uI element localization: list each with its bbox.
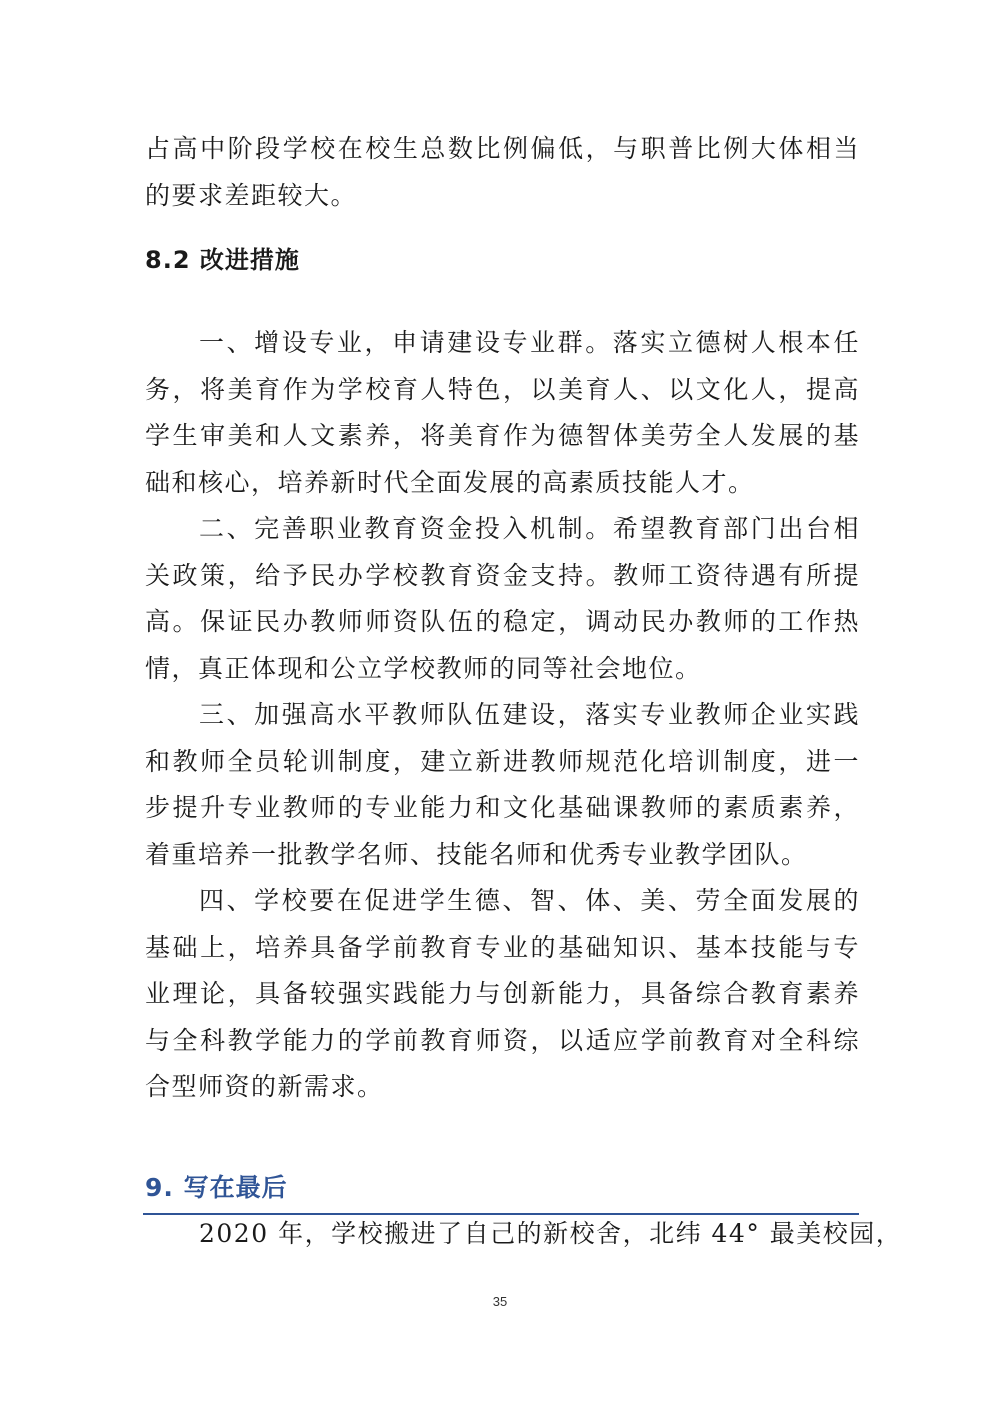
measure-paragraph-2: 二、完善职业教育资金投入机制。希望教育部门出台相关政策，给予民办学校教育资金支持。教师工资待遇有所提高。保证民办教师师资队伍的稳定，调动民办教师的工作热情，真正体现和公立学校教师的同等社会地位。 bbox=[145, 514, 860, 683]
intro-paragraph: 占高中阶段学校在校生总数比例偏低，与职普比例大体相当的要求差距较大。 bbox=[145, 134, 860, 210]
page-number: 35 bbox=[492, 1294, 508, 1309]
measure-paragraph-4: 四、学校要在促进学生德、智、体、美、劳全面发展的基础上，培养具备学前教育专业的基础知识、基本技能与专业理论，具备较强实践能力与创新能力，具备综合教育素养与全科教学能力的学前教育师资，以适应学前教育对全科综合型师资的新需求。 bbox=[145, 886, 860, 1102]
measure-paragraph-3: 三、加强高水平教师队伍建设，落实专业教师企业实践和教师全员轮训制度，建立新进教师规范化培训制度，进一步提升专业教师的专业能力和文化基础课教师的素质素养，着重培养一批教学名师、技能名师和优秀专业教学团队。 bbox=[145, 700, 860, 869]
section-9-heading: 9. 写在最后 bbox=[145, 1173, 288, 1202]
section-8-2-heading: 8.2 改进措施 bbox=[145, 246, 300, 274]
closing-paragraph: 2020 年，学校搬进了自己的新校舍，北纬 44° 最美校园， bbox=[199, 1219, 903, 1248]
measure-paragraph-1: 一、增设专业，申请建设专业群。落实立德树人根本任务，将美育作为学校育人特色，以美育人、以文化人，提高学生审美和人文素养，将美育作为德智体美劳全人发展的基础和核心，培养新时代全面发展的高素质技能人才。 bbox=[145, 328, 860, 497]
